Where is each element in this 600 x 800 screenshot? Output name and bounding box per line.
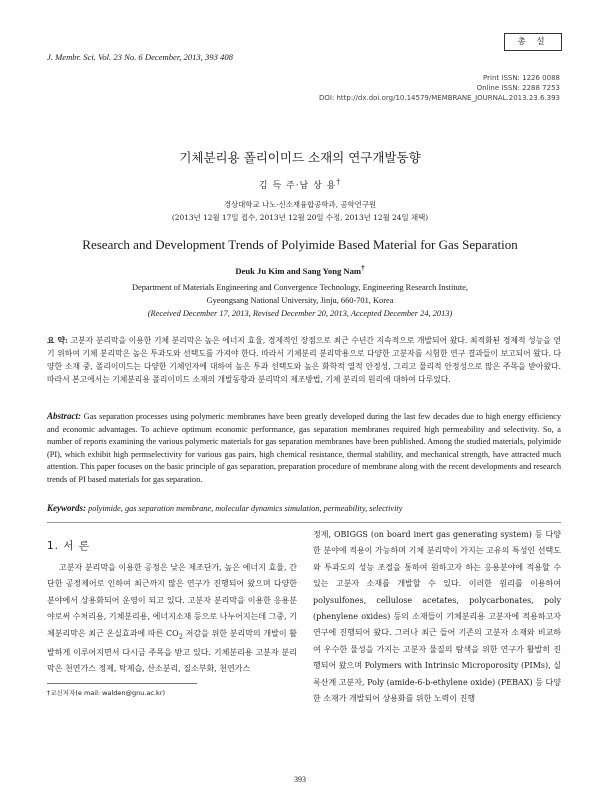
keywords-label: Keywords:: [47, 503, 86, 513]
left-col-text-2: 저감을 위한 분리막의 개발이 활발하게 이루어지면서 다시금 주목을 받고 있다. 기체분리용 고분자 분리막은 천연가스 정제, 탁제습, 산소분리, 질소부화, 천연가스: [47, 628, 297, 674]
english-affiliation: [0, 281, 600, 307]
section-divider: [47, 522, 561, 523]
korean-abstract-text: 고분자 분리막을 이용한 기체 분리막은 높은 에너지 효율, 경제적인 장점으로 최근 수년간 지속적으로 개발되어 왔다. 최적화된 경제적 성능을 얻기 위하여 기체 분리막은 높은 투과도와 선택도를 가져야 한다. 따라서 기체분리 분리막용으로 다양한 고분자를 시험한 연구 결과들이 보고되어 왔다. 다양한 소재 중, 폴리이미드는 다양한 기체인자에 대하여 높은 투과 선택도와 높은 화학적 열적 안정성, 그리고 물리적 안정성으로 많은 주목을 받아왔다. 따라서 본고에서는 기체분리용 폴리이미드 소재의 개발동향과 분리막의 제조방법, 기체 분리의 원리에 대하여 다루었다.: [47, 336, 562, 384]
abstract-label: Abstract:: [47, 411, 82, 421]
keywords-text: polyimide, gas separation membrane, molecular dynamics simulation, permeability, selectivity: [88, 504, 403, 513]
footnote: †교신저자(e mail: walden@gnu.ac.kr): [47, 689, 166, 697]
english-abstract: [47, 410, 561, 487]
korean-abstract-label: 요 약:: [47, 336, 68, 345]
english-authors: [0, 264, 600, 276]
corresponding-mark: †: [336, 177, 342, 186]
section-label: 총 설: [504, 33, 562, 51]
corresponding-mark: †: [361, 264, 365, 272]
affiliation-line-1: Department of Materials Engineering and Convergence Technology, Engineering Research Institute,: [131, 283, 468, 292]
korean-abstract: [47, 334, 561, 386]
english-authors-names: Deuk Ju Kim and Sang Yong Nam: [235, 265, 362, 276]
footnote-rule: [47, 683, 197, 684]
co2-subscript: 2: [178, 632, 183, 641]
body-right-column: 정제, OBIGGS (on board inert gas generating system) 등 다양한 분야에 적용이 가능하며 기체 분리막이 가지는 고유의 특성인 선택도와 투과도의 성능 조절을 통하여 원하고자 하는 응용분야에 적용할 수 있는 고분자 소재를 개발할 수 있다. 이러한 원리를 이용하여 polysulfones, cellulose acetates, polycarbonates, poly (phenylene oxides) 등의 소재들이 기체분리용 고분자에 적용하고자 연구에 진행되어 왔다. 그러나 최근 들어 기존의 고분자 소재와 비교하여 우수한 물성을 가지는 고분자 물질의 탐색을 위한 연구가 활발히 진행되어 왔으며 Polymers with Intrinsic Microporosity (PIMs), 실록산계 고분자, Poly (amide-6-b-ethylene oxide) (PEBAX) 등 다양한 소재가 개발되어 상용화를 위한 노력이 진행: [313, 530, 561, 704]
abstract-text: Gas separation processes using polymeric membranes have been greatly developed during the last few decades due to high energy efficiency and economic advantages. To achieve optimum economic performance, gas separation membranes required high permeability and selectivity. So, a number of reports examining the various polymeric materials for gas separation membranes have been published. Among the studied materials, polyimide (PI), which exhibit high permselectivity for various gas pairs, high chemical resistance, thermal stability, and mechanical strength, have attracted much attention. This paper focuses on the basic principle of gas separation, preparation procedure of membrane along with the recent developments and research trends of PI based materials for gas separation.: [47, 412, 562, 484]
korean-authors: [0, 177, 600, 191]
journal-citation: J. Membr. Sci. Vol. 23 No. 6 December, 2013, 393 408: [47, 52, 233, 62]
korean-dates: (2013년 12월 17일 접수, 2013년 12월 20일 수정, 2013년 12월 24일 채택): [171, 213, 429, 222]
doi[interactable]: DOI: http://dx.doi.org/10.14579/MEMBRANE_JOURNAL.2013.23.6.393: [318, 94, 560, 102]
korean-authors-names: 김 득 주·남 상 용: [258, 181, 337, 191]
english-title: Research and Development Trends of Polyimide Based Material for Gas Separation: [82, 237, 518, 252]
body-left-column: [47, 560, 297, 677]
print-issn: Print ISSN: 1226 0088: [483, 74, 560, 82]
section-heading: 1. 서 론: [47, 540, 90, 552]
english-dates: (Received December 17, 2013, Revised December 20, 2013, Accepted December 24, 2013): [147, 309, 453, 318]
affiliation-line-2: Gyeongsang National University, Jinju, 660-701, Korea: [206, 296, 394, 305]
korean-affiliation: 경상대학교 나노·신소재융합공학과, 공학연구원: [223, 200, 377, 209]
keywords: [47, 503, 561, 513]
korean-title: 기체분리용 폴리이미드 소재의 연구개발동향: [179, 150, 421, 165]
issn-block: [319, 73, 560, 103]
page-number: 393: [294, 775, 306, 784]
online-issn: Online ISSN: 2288 7253: [476, 84, 560, 92]
left-col-text-1: 고분자 분리막을 이용한 공정은 낮은 제조단가, 높은 에너지 효율, 간단한 공정제어로 인하여 최근까지 많은 연구가 진행되어 왔으며 다양한 분야에서 상용화되어 운영이 되고 있다. 고분자 분리막을 이용한 응용분야로써 수처리용, 기체분리용, 에너지소재 등으로 나누어지는데 그중, 기체분리막은 최근 온실효과에 따른 CO: [47, 563, 297, 638]
